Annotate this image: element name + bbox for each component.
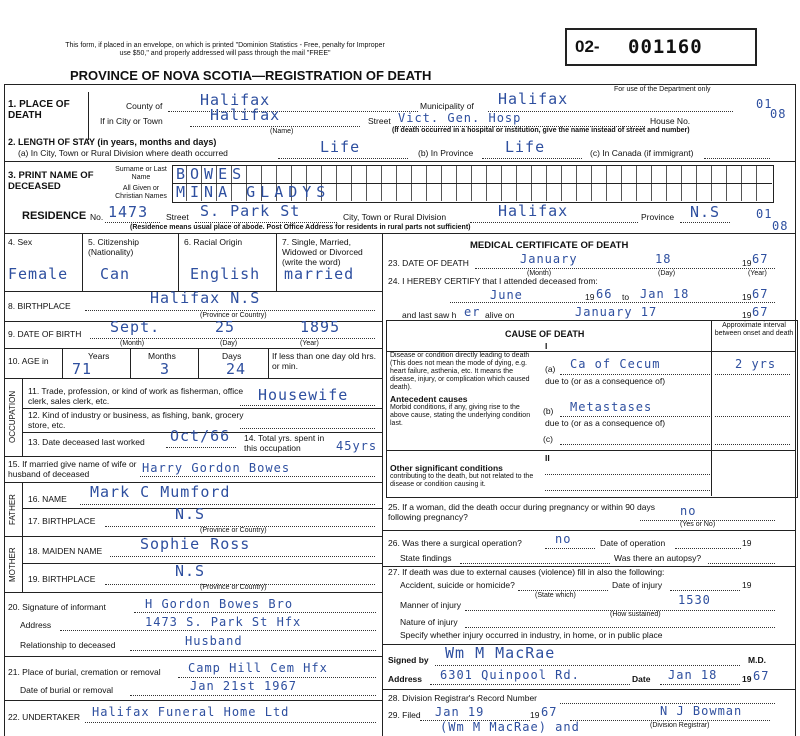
- attended-from-month: June: [490, 288, 523, 302]
- informant-address-label: Address: [20, 620, 52, 630]
- stay-province-value: Life: [505, 138, 546, 156]
- death-year-prefix: 19: [742, 258, 752, 268]
- undertaker-line: [85, 722, 376, 723]
- divider: [22, 378, 23, 456]
- other-conditions-note: contributing to the death, but not related to the disease or condition causing it.: [390, 473, 534, 488]
- last-saw-value: January 17: [575, 305, 658, 319]
- operation-year-prefix: 19: [742, 538, 752, 548]
- divider: [268, 348, 269, 378]
- signature-year-value: 67: [753, 669, 770, 683]
- filed-year-value: 67: [541, 705, 558, 719]
- divider: [82, 233, 83, 291]
- burial-place-label: 21. Place of burial, cremation or removal: [8, 667, 161, 677]
- attended-from-year: 66: [596, 287, 613, 301]
- house-number-label: House No.: [650, 116, 691, 126]
- registration-number: 001160: [628, 36, 703, 58]
- cause-b-value: Metastases: [570, 400, 653, 414]
- street-value: Vict. Gen. Hosp: [398, 111, 522, 125]
- manner-value: 1530: [678, 593, 711, 607]
- cause-b-label: (b): [543, 406, 554, 416]
- death-year-note: (Year): [748, 270, 767, 277]
- last-saw-label: and last saw h: [402, 310, 457, 320]
- injury-year-prefix: 19: [742, 580, 752, 590]
- divider: [178, 233, 179, 291]
- signature-address-label: Address: [388, 674, 423, 684]
- md-label: M.D.: [748, 655, 766, 665]
- pregnancy-value: no: [680, 504, 697, 518]
- date-of-death-label: 23. DATE OF DEATH: [388, 258, 469, 268]
- section-ii-label: II: [545, 453, 550, 463]
- father-birthplace-value: N.S: [175, 505, 206, 523]
- how-sustained-note: (How sustained): [610, 611, 661, 618]
- county-value: Halifax: [200, 91, 271, 109]
- filed-year-prefix: 19: [530, 710, 540, 720]
- given-names-value: MINA GLADYS: [176, 183, 331, 201]
- sex-value: Female: [8, 265, 69, 283]
- cause-a-line: [560, 374, 710, 375]
- dob-month-value: Sept.: [110, 318, 161, 336]
- frame-left: [4, 84, 5, 736]
- divider: [276, 233, 277, 291]
- operation-date-line: [675, 548, 741, 549]
- external-causes-label: 27. If death was due to external causes (violence) fill in also the following:: [388, 567, 665, 577]
- signature-date-label: Date: [632, 674, 651, 684]
- autopsy-line: [708, 563, 775, 564]
- burial-place-value: Camp Hill Cem Hfx: [188, 661, 328, 675]
- father-name-value: Mark C Mumford: [90, 483, 231, 501]
- stay-city-value: Life: [320, 138, 361, 156]
- cause-c-interval-line: [715, 444, 790, 445]
- divider: [130, 348, 131, 378]
- divider: [198, 348, 199, 378]
- age-years-value: 71: [72, 360, 93, 378]
- residence-province-value: N.S: [690, 203, 721, 221]
- stay-province-label: (b) In Province: [418, 148, 474, 158]
- antecedent-note: Morbid conditions, if any, giving rise to the above cause, stating the underlying condition last.: [390, 404, 531, 427]
- place-of-death-label: 1. PLACE OF DEATH: [8, 99, 70, 121]
- divider: [4, 348, 382, 349]
- divider: [4, 84, 796, 85]
- section-i-label: I: [545, 341, 548, 351]
- pregnancy-note: (Yes or No): [680, 521, 716, 528]
- death-month-note: (Month): [527, 270, 552, 277]
- cause-a-interval: 2 yrs: [735, 357, 777, 371]
- death-year-value: 67: [752, 252, 769, 266]
- city-label: If in City or Town: [100, 116, 163, 126]
- municipality-value: Halifax: [498, 90, 569, 108]
- trade-value: Housewife: [258, 386, 349, 404]
- divider: [711, 320, 712, 496]
- residence-street-label: Street: [166, 212, 189, 222]
- record-number-label: 28. Division Registrar's Record Number: [388, 693, 538, 703]
- burial-date-value: Jan 21st 1967: [190, 679, 297, 693]
- residence-no-label: No.: [90, 212, 104, 222]
- state-which-note: (State which): [535, 592, 576, 599]
- stay-canada-line: [704, 158, 770, 159]
- racial-origin-value: English: [190, 265, 261, 283]
- header-notice: This form, if placed in an envelope, on which is printed "Dominion Statistics - Free, penalty for Improper use $50," and properly addressed will pass through the mail "FREE": [65, 42, 385, 57]
- mother-birthplace-note: (Province or Country): [200, 584, 267, 591]
- total-years-label: 14. Total yrs. spent in this occupation: [244, 433, 325, 453]
- name-label: 3. PRINT NAME OF DECEASED: [8, 170, 94, 192]
- birthplace-line: [85, 310, 375, 311]
- divider: [4, 378, 382, 379]
- hospital-note: (If death occurred in a hospital or institution, give the name instead of street and number): [392, 127, 690, 134]
- given-names-label: All Given or Christian Names: [115, 185, 167, 200]
- burial-date-line: [130, 695, 376, 696]
- spouse-value: Harry Gordon Bowes: [142, 461, 291, 475]
- industry-label: 12. Kind of industry or business, as fishing, bank, grocery store, etc.: [28, 410, 244, 430]
- divider: [22, 408, 382, 409]
- informant-relationship-label: Relationship to deceased: [20, 640, 116, 650]
- signed-by-value: Wm M MacRae: [445, 644, 556, 662]
- date-of-birth-label: 9. DATE OF BIRTH: [8, 329, 82, 339]
- surname-label: Surname or Last Name: [115, 166, 167, 181]
- death-day-value: 18: [655, 252, 672, 266]
- marital-status-value: married: [284, 265, 355, 283]
- residence-code: 01: [756, 207, 773, 221]
- residence-note: (Residence means usual place of abode. Post Office Address for residents in rural parts not sufficient): [130, 224, 471, 231]
- municipality-label: Municipality of: [420, 101, 474, 111]
- spouse-line: [140, 476, 375, 477]
- column-divider: [382, 233, 383, 736]
- interval-label: Approximate interval between onset and death: [714, 322, 794, 337]
- father-birthplace-note: (Province or Country): [200, 527, 267, 534]
- informant-address-value: 1473 S. Park St Hfx: [145, 615, 302, 629]
- divider: [4, 656, 382, 657]
- registrar-name: N J Bowman: [660, 704, 743, 718]
- cause-c-line: [560, 444, 710, 445]
- cause-of-death-title: CAUSE OF DEATH: [505, 329, 585, 339]
- stay-city-label: (a) In City, Town or Rural Division where death occurred: [18, 148, 228, 158]
- last-saw-year: 67: [752, 305, 769, 319]
- last-saw-year-prefix: 19: [742, 310, 752, 320]
- length-of-stay-label: 2. LENGTH OF STAY (in years, months and days): [8, 137, 217, 147]
- surgery-label: 26. Was there a surgical operation?: [388, 538, 522, 548]
- divider: [4, 592, 382, 593]
- age-label: 10. AGE in: [8, 356, 49, 366]
- cause-a-label: (a): [545, 364, 556, 374]
- age-days-value: 24: [226, 360, 247, 378]
- signature-date-line: [660, 684, 740, 685]
- city-line: [190, 126, 360, 127]
- trade-line: [240, 405, 375, 406]
- divider: [88, 92, 89, 140]
- cause-b-line: [560, 416, 710, 417]
- last-saw-pronoun: er: [464, 305, 481, 319]
- dob-day-note: (Day): [220, 340, 238, 347]
- dob-month-note: (Month): [120, 340, 145, 347]
- mother-birthplace-label: 19. BIRTHPLACE: [28, 574, 96, 584]
- signed-by-label: Signed by: [388, 655, 429, 665]
- divider: [382, 530, 796, 531]
- total-years-value: 45yrs: [336, 439, 378, 453]
- antecedent-label: Antecedent causes: [390, 394, 468, 404]
- cause-a-interval-line: [715, 374, 790, 375]
- undertaker-label: 22. UNDERTAKER: [8, 712, 80, 722]
- form-title: PROVINCE OF NOVA SCOTIA—REGISTRATION OF DEATH: [70, 68, 432, 83]
- last-worked-line: [166, 447, 236, 448]
- last-worked-label: 13. Date deceased last worked: [28, 437, 145, 447]
- frame-right: [795, 84, 796, 736]
- autopsy-label: Was there an autopsy?: [614, 553, 702, 563]
- registration-prefix: 02-: [575, 37, 600, 56]
- stay-province-line: [482, 158, 582, 159]
- divider: [4, 161, 796, 162]
- other-conditions-line: [545, 474, 710, 475]
- death-day-note: (Day): [658, 270, 676, 277]
- sex-label: 4. Sex: [8, 237, 33, 247]
- divider: [386, 450, 796, 451]
- residence-no-line: [105, 222, 160, 223]
- age-months-label: Months: [148, 351, 176, 361]
- name-note: (Name): [270, 128, 294, 135]
- death-month-value: January: [520, 252, 578, 266]
- age-less-than-day-label: If less than one day old hrs. or min.: [272, 351, 376, 371]
- marital-status-label: 7. Single, Married, Widowed or Divorced (write the word): [282, 237, 363, 267]
- dob-year-value: 1895: [300, 318, 341, 336]
- signed-by-line: [435, 665, 740, 666]
- residence-street-line: [195, 222, 337, 223]
- accident-label: Accident, suicide or homicide?: [400, 580, 515, 590]
- accident-line: [518, 590, 608, 591]
- signature-year-prefix: 19: [742, 674, 752, 684]
- division-registrar-note: (Division Registrar): [650, 722, 710, 729]
- age-months-value: 3: [160, 360, 171, 378]
- signature-address-line: [430, 684, 630, 685]
- residence-province-label: Province: [641, 212, 675, 222]
- pregnancy-label: 25. If a woman, did the death occur during pregnancy or within 90 days following pregnancy?: [388, 502, 655, 522]
- divider: [4, 700, 382, 701]
- informant-relationship-value: Husband: [185, 634, 243, 648]
- street-label: Street: [368, 116, 391, 126]
- divider: [62, 348, 63, 378]
- residence-street-value: S. Park St: [200, 202, 301, 220]
- father-section-label: FATHER: [8, 494, 17, 526]
- nature-label: Nature of injury: [400, 617, 458, 627]
- father-name-line: [80, 504, 375, 505]
- divider: [22, 482, 23, 536]
- informant-signature-label: 20. Signature of informant: [8, 602, 106, 612]
- mother-maiden-line: [110, 556, 375, 557]
- occupation-section-label: OCCUPATION: [8, 390, 17, 444]
- spouse-label: 15. If married give name of wife or husband of deceased: [8, 459, 137, 479]
- burial-date-label: Date of burial or removal: [20, 685, 114, 695]
- injury-date-label: Date of injury: [612, 580, 663, 590]
- residence-code-2: 08: [772, 219, 789, 233]
- due-to-label-2: due to (or as a consequence of): [545, 418, 666, 428]
- surname-value: BOWES: [176, 165, 247, 183]
- findings-label: State findings: [400, 553, 452, 563]
- city-value: Halifax: [210, 106, 281, 124]
- immediate-cause-label: Disease or condition directly leading to death (This does not mean the mode of dying, e.g. heart failure, asthenia, etc. It means the disease, injury, or complication which caused death).: [390, 352, 530, 391]
- alive-on-label: alive on: [485, 310, 515, 320]
- residence-no-value: 1473: [108, 203, 149, 221]
- cause-a-value: Ca of Cecum: [570, 357, 661, 371]
- stay-canada-label: (c) In Canada (if immigrant): [590, 148, 694, 158]
- informant-signature-value: H Gordon Bowes Bro: [145, 597, 294, 611]
- registrar-line: [570, 720, 770, 721]
- father-name-label: 16. NAME: [28, 494, 67, 504]
- birthplace-note: (Province or Country): [200, 312, 267, 319]
- signature-address-value: 6301 Quinpool Rd.: [440, 668, 580, 682]
- attended-to-year: 67: [752, 287, 769, 301]
- trade-label: 11. Trade, profession, or kind of work as fisherman, office clerk, sales clerk, etc.: [28, 386, 244, 406]
- nature-line: [465, 627, 775, 628]
- citizenship-value: Can: [100, 265, 131, 283]
- county-label: County of: [126, 101, 163, 111]
- divider: [4, 233, 796, 234]
- specify-place-label: Specify whether injury occurred in industry, in home, or in public place: [400, 630, 663, 640]
- dob-line: [90, 338, 375, 339]
- injury-date-line: [670, 590, 740, 591]
- filed-label: 29. Filed: [388, 710, 421, 720]
- dob-day-value: 25: [215, 318, 236, 336]
- mother-maiden-value: Sophie Ross: [140, 535, 251, 553]
- divider: [382, 689, 796, 690]
- residence-city-value: Halifax: [498, 202, 569, 220]
- to-year-prefix: 19: [742, 292, 752, 302]
- department-code-2: 08: [770, 107, 787, 121]
- other-conditions-line-2: [545, 490, 710, 491]
- residence-city-label: City, Town or Rural Division: [343, 212, 447, 222]
- department-code: 01: [756, 97, 773, 111]
- cause-c-label: (c): [543, 434, 553, 444]
- birthplace-value: Halifax N.S: [150, 289, 261, 307]
- findings-line: [460, 563, 610, 564]
- residence-city-line: [470, 222, 638, 223]
- informant-signature-line: [134, 612, 376, 613]
- citizenship-label: 5. Citizenship (Nationality): [88, 237, 140, 257]
- residence-label: RESIDENCE: [22, 210, 87, 222]
- attended-to-date: Jan 18: [640, 287, 690, 301]
- bottom-handwritten-note: (Wm M MacRae) and: [440, 720, 580, 734]
- last-worked-value: Oct/66: [170, 427, 231, 445]
- municipality-line: [488, 111, 733, 112]
- divider: [22, 536, 23, 592]
- surgery-value: no: [555, 532, 572, 546]
- mother-section-label: MOTHER: [8, 547, 17, 583]
- industry-line: [240, 428, 375, 429]
- other-conditions-label: Other significant conditions: [390, 463, 503, 473]
- dob-year-note: (Year): [300, 340, 319, 347]
- county-line: [168, 111, 418, 112]
- department-use-label: For use of the Department only: [614, 86, 711, 93]
- divider: [4, 456, 382, 457]
- operation-date-label: Date of operation: [600, 538, 666, 548]
- attended-to-label: to: [622, 292, 630, 302]
- manner-label: Manner of injury: [400, 600, 461, 610]
- birthplace-label: 8. BIRTHPLACE: [8, 301, 71, 311]
- due-to-label-1: due to (or as a consequence of): [545, 376, 666, 386]
- informant-relationship-line: [130, 650, 376, 651]
- stay-city-line: [278, 158, 408, 159]
- undertaker-value: Halifax Funeral Home Ltd: [92, 705, 290, 719]
- residence-province-line: [680, 222, 730, 223]
- racial-origin-label: 6. Racial Origin: [184, 237, 243, 247]
- informant-address-line: [60, 630, 376, 631]
- cause-b-interval-line: [715, 416, 790, 417]
- certify-label: 24. I HEREBY CERTIFY that I attended deceased from:: [388, 276, 598, 286]
- signature-date-value: Jan 18: [668, 668, 718, 682]
- date-of-death-line: [475, 268, 775, 269]
- medical-certificate-title: MEDICAL CERTIFICATE OF DEATH: [470, 240, 629, 251]
- surgery-line: [545, 548, 595, 549]
- age-days-label: Days: [222, 351, 242, 361]
- filed-date-value: Jan 19: [435, 705, 485, 719]
- from-year-prefix: 19: [585, 292, 595, 302]
- mother-maiden-label: 18. MAIDEN NAME: [28, 546, 103, 556]
- mother-birthplace-value: N.S: [175, 562, 206, 580]
- father-birthplace-label: 17. BIRTHPLACE: [28, 516, 96, 526]
- age-years-label: Years: [88, 351, 110, 361]
